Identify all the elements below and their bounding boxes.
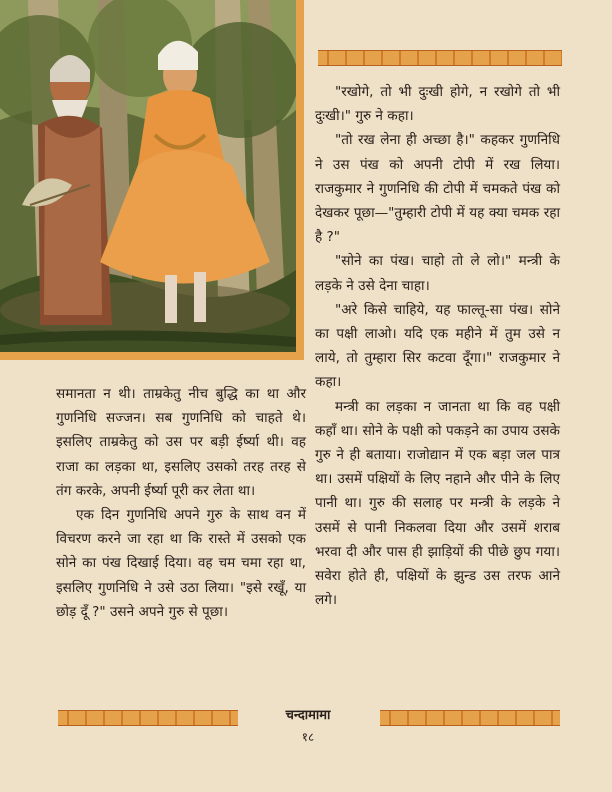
page-number: १८ <box>301 730 315 744</box>
decorative-border-bottom-left <box>58 710 238 726</box>
decorative-border-bottom-right <box>380 710 560 726</box>
forest-scene-illustration <box>0 0 296 352</box>
story-text-left-column <box>56 382 306 624</box>
paragraph: "अरे किसे चाहिये, यह फाल्तू-सा पंख। सोने का पक्षी लाओ। यदि एक महीने में तुम उसे न लाये, तो तुम्हारा सिर कटवा दूँगा।" राजकुमार ने कहा। <box>315 301 560 391</box>
magazine-title: चन्दामामा <box>285 708 331 723</box>
decorative-border-top <box>318 50 562 66</box>
paragraph: समानता न थी। ताम्रकेतु नीच बुद्धि का था और गुणनिधि सज्जन। सब गुणनिधि को चाहते थे। इसलिए ताम्रकेतु को उस पर बड़ी ईर्ष्या थी। वह राजा का लड़का था, इसलिए उसको तरह तरह से तंग करके, अपनी ईर्ष्या पूरी कर लेता था। <box>56 386 306 499</box>
story-text-right-column <box>315 80 560 612</box>
story-illustration <box>0 0 304 360</box>
paragraph: "तो रख लेना ही अच्छा है।" कहकर गुणनिधि ने उस पंख को अपनी टोपी में रख लिया। राजकुमार ने गुणनिधि की टोपी में चमकते पंख को देखकर पूछा—"तुम्हारी टोपी में यह क्या चमक रहा है ?" <box>315 132 560 246</box>
paragraph: एक दिन गुणनिधि अपने गुरु के साथ वन में विचरण करने जा रहा था कि रास्ते में उसको एक सोने का पंख दिखाई दिया। वह चम चमा रहा था, इसलिए गुणनिधि ने उसे उठा लिया। "इसे रखूँ, या छोड़ दूँ ?" उसने अपने गुरु से पूछा। <box>56 507 306 620</box>
paragraph: मन्त्री का लड़का न जानता था कि वह पक्षी कहाँ था। सोने के पक्षी को पकड़ने का उपाय उसके गुरु ने ही बताया। राजोद्यान में एक बड़ा जल पात्र था। उसमें पक्षियों के लिए नहाने और पीने के लिए पानी था। गुरु की सलाह पर मन्त्री के लड़के ने उसमें से पानी निकलवा दिया और उसमें शराब भरवा दी और पास ही झाड़ियों की पीछे छुप गया। सवेरा होते ही, पक्षियों के झुन्ड उस तरफ आने लगे। <box>315 398 560 609</box>
paragraph: "सोने का पंख। चाहो तो ले लो।" मन्त्री के लड़के ने उसे देना चाहा। <box>315 253 560 294</box>
paragraph: "रखोगे, तो भी दुःखी होगे, न रखोगे तो भी दुःखी।" गुरु ने कहा। <box>315 84 560 125</box>
